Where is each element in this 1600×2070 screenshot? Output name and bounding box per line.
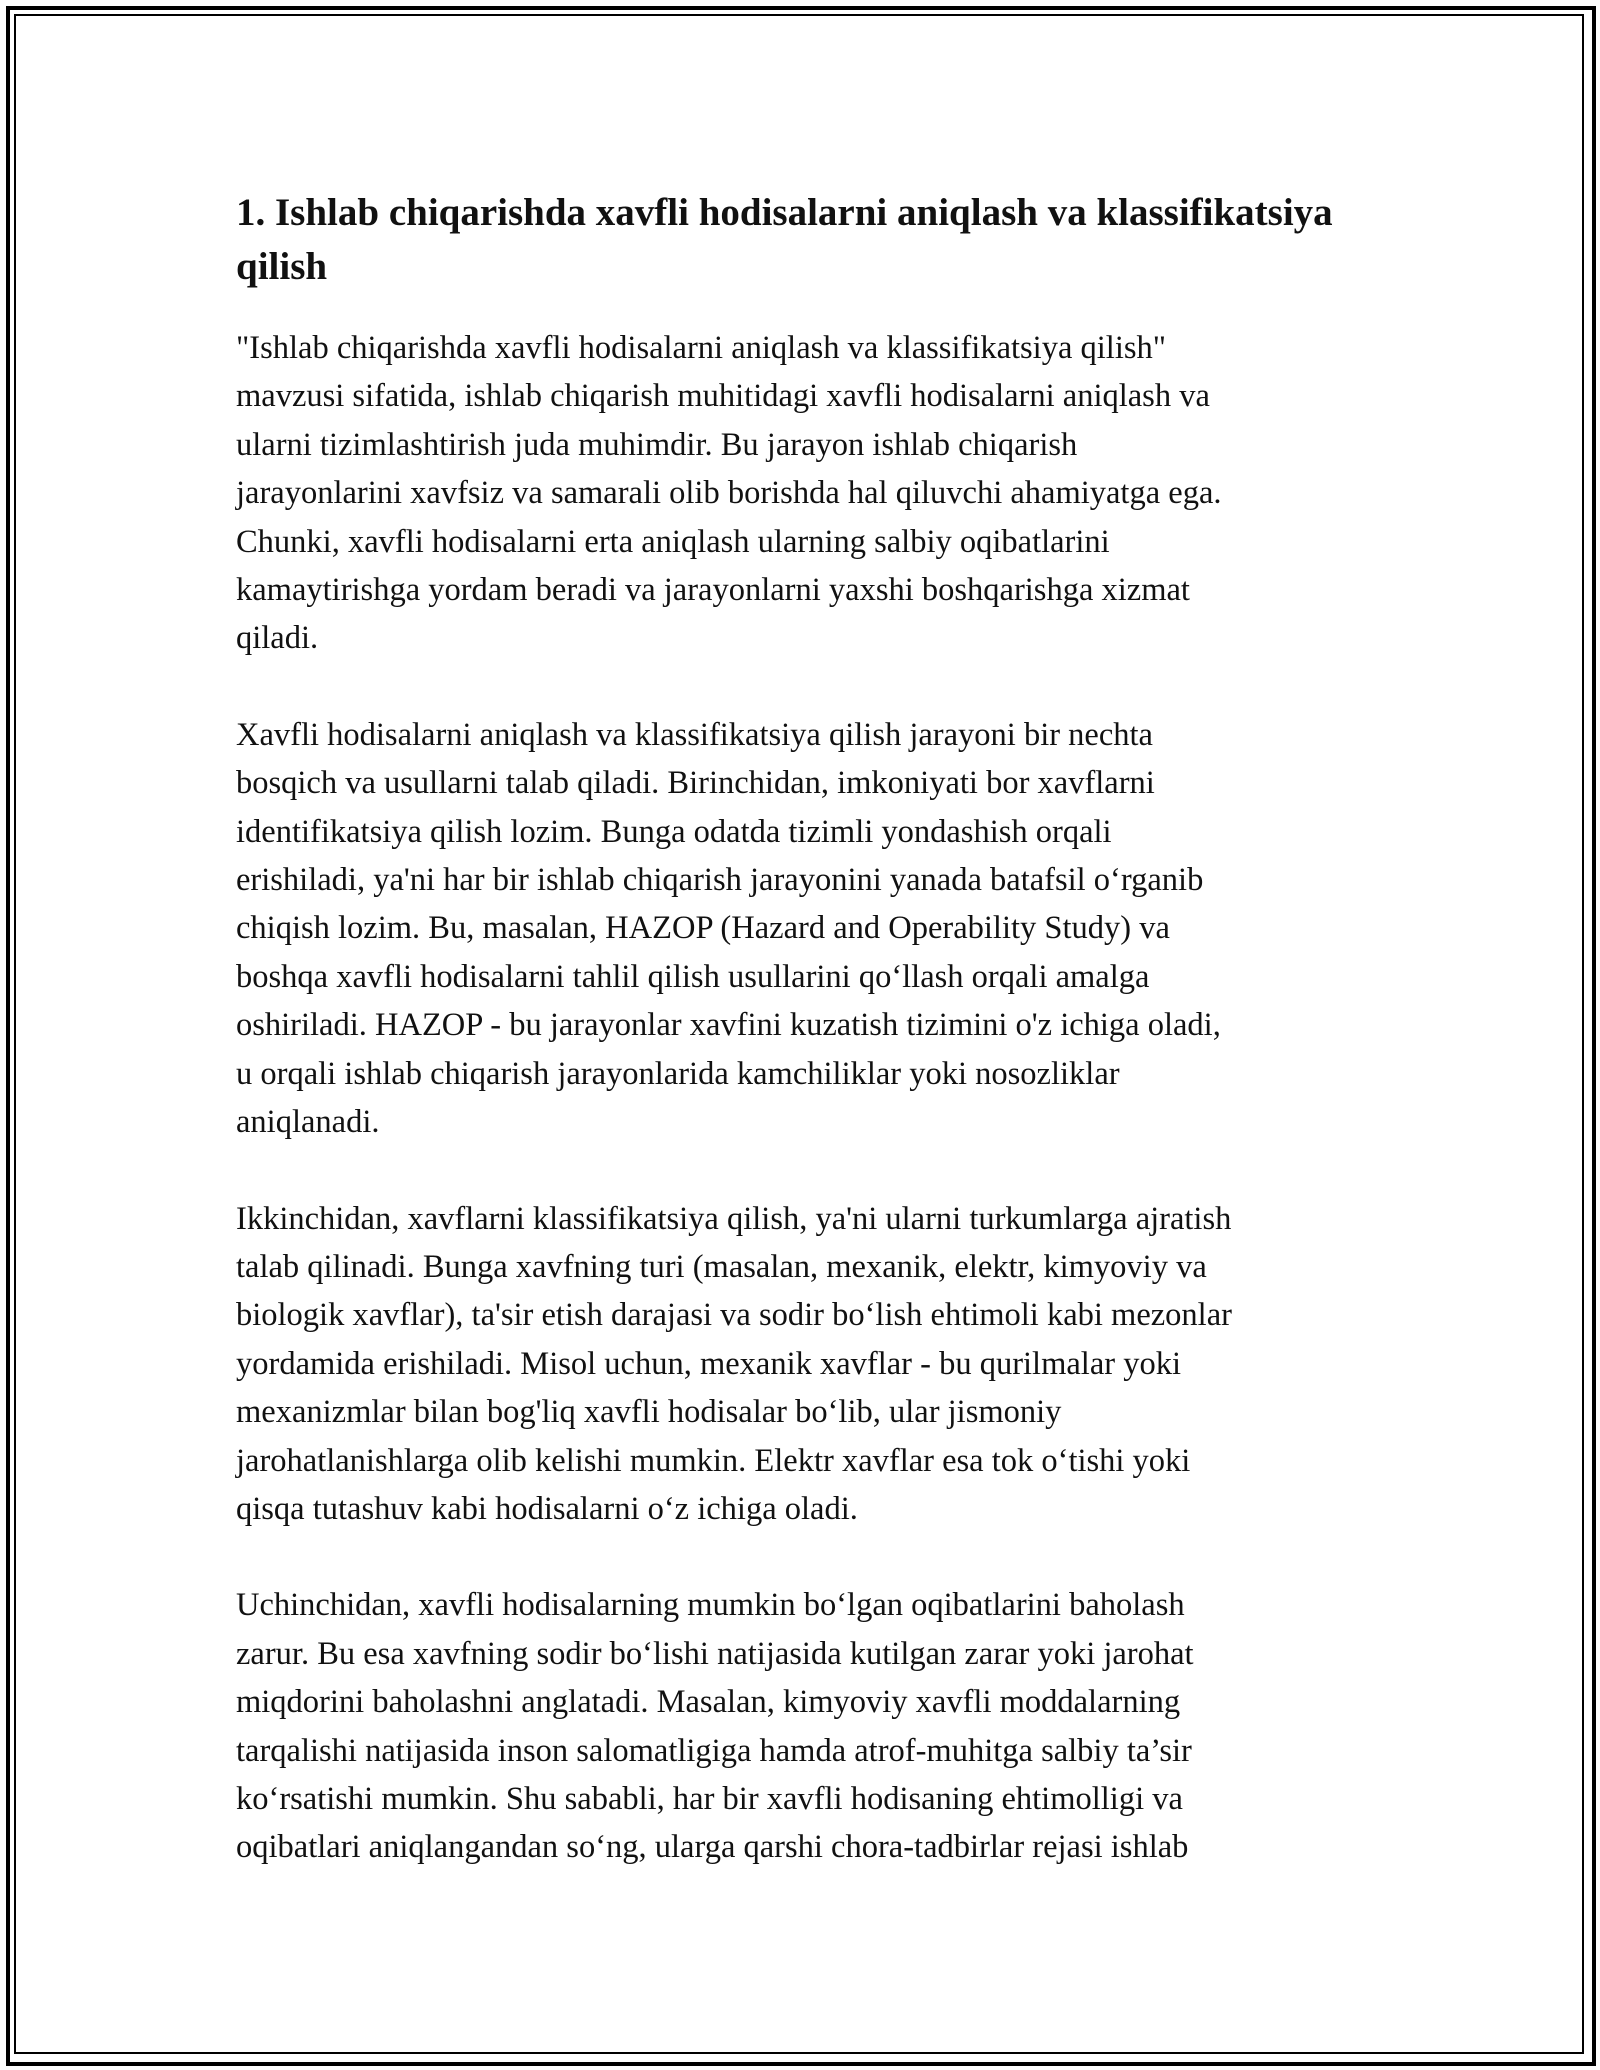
- paragraph-intro: "Ishlab chiqarishda xavfli hodisalarni aniqlash va klassifikatsiya qilish" mavzusi sifatida, ishlab chiqarish muhitidagi xavfli hodisalarni aniqlash va ularni tizimlashtirish juda muhimdir. Bu jarayon ishlab chiqarish jarayonlarini xavfsiz va samarali olib borishda hal qiluvchi ahamiyatga ega. Chunki, xavfli hodisalarni erta aniqlash ularning salbiy oqibatlarini kamaytirishga yordam beradi va jarayonlarni yaxshi boshqarishga xizmat qiladi.: [236, 330, 1222, 657]
- section-heading: 1. Ishlab chiqarishda xavfli hodisalarni aniqlash va klassifikatsiya qilish: [236, 191, 1333, 288]
- paragraph-classification: Ikkinchidan, xavflarni klassifikatsiya qilish, ya'ni ularni turkumlarga ajratish talab qilinadi. Bunga xavfning turi (masalan, mexanik, elektr, kimyoviy va biologik xavflar), ta'sir etish darajasi va sodir bo‘lish ehtimoli kabi mezonlar yordamida erishiladi. Misol uchun, mexanik xavflar - bu qurilmalar yoki mexanizmlar bilan bog'liq xavfli hodisalar bo‘lib, ular jismoniy jarohatlanishlarga olib kelishi mumkin. Elektr xavflar esa tok o‘tishi yoki qisqa tutashuv kabi hodisalarni o‘z ichiga oladi.: [236, 1200, 1232, 1527]
- document-body: [236, 186, 1364, 1920]
- paragraph-consequences: Uchinchidan, xavfli hodisalarning mumkin bo‘lgan oqibatlarini baholash zarur. Bu esa xavfning sodir bo‘lishi natijasida kutilgan zarar yoki jarohat miqdorini baholashni anglatadi. Masalan, kimyoviy xavfli moddalarning tarqalishi natijasida inson salomatligiga hamda atrof-muhitga salbiy ta’sir ko‘rsatishi mumkin. Shu sababli, har bir xavfli hodisaning ehtimolligi va oqibatlari aniqlangandan so‘ng, ularga qarshi chora-tadbirlar rejasi ishlab: [236, 1587, 1194, 1866]
- paragraph-identification: Xavfli hodisalarni aniqlash va klassifikatsiya qilish jarayoni bir nechta bosqich va usullarni talab qiladi. Birinchidan, imkoniyati bor xavflarni identifikatsiya qilish lozim. Bunga odatda tizimli yondashish orqali erishiladi, ya'ni har bir ishlab chiqarish jarayonini yanada batafsil o‘rganib chiqish lozim. Bu, masalan, HAZOP (Hazard and Operability Study) va boshqa xavfli hodisalarni tahlil qilish usullarini qo‘llash orqali amalga oshiriladi. HAZOP - bu jarayonlar xavfini kuzatish tizimini o'z ichiga oladi, u orqali ishlab chiqarish jarayonlarida kamchiliklar yoki nosozliklar aniqlanadi.: [236, 716, 1221, 1141]
